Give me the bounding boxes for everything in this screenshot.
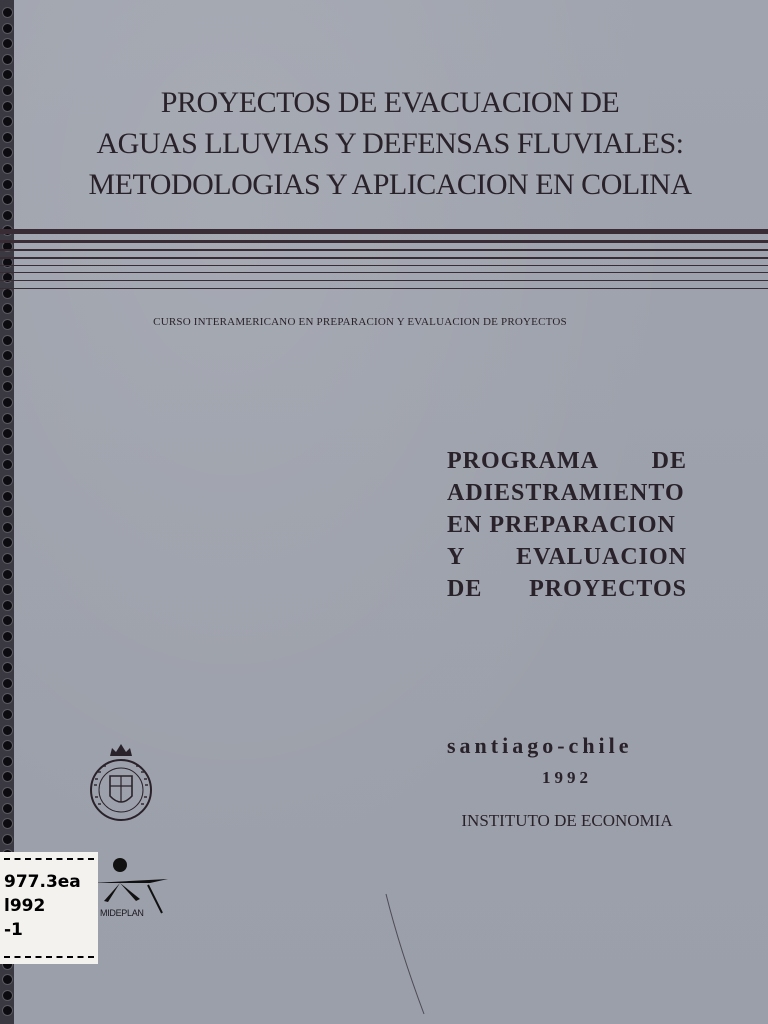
program-word: PROYECTOS [529,576,687,602]
binding-hole [3,507,12,516]
binding-hole [3,351,12,360]
binding-hole [3,55,12,64]
binding-hole [3,180,12,189]
binding-hole [3,336,12,345]
call-number-line-3: -1 [4,920,23,940]
program-word: PROGRAMA [447,448,599,474]
binding-hole [3,523,12,532]
binding-hole [3,538,12,547]
program-word: DE [447,576,483,602]
publication-year: 1992 [542,768,592,787]
stripe [0,240,768,243]
binding-hole [3,211,12,220]
program-line-3: EN PREPARACION [447,512,676,538]
stripe [0,280,768,281]
binding-hole [3,492,12,501]
binding-hole [3,429,12,438]
title-line-1: PROYECTOS DE EVACUACION DE [160,86,620,119]
course-subtitle: CURSO INTERAMERICANO EN PREPARACION Y EVALUACION DE PROYECTOS [153,316,567,328]
binding-hole [3,601,12,610]
binding-hole [3,726,12,735]
binding-hole [3,694,12,703]
title-line-2: AGUAS LLUVIAS Y DEFENSAS FLUVIALES: [96,127,684,160]
binding-hole [3,24,12,33]
program-line-5 [447,573,687,605]
label-dash-bottom [4,956,94,958]
binding-hole [3,117,12,126]
binding-hole [3,663,12,672]
library-call-number-label [0,852,98,964]
stripe [0,249,768,251]
mideplan-logo-text: MIDEPLAN [100,908,144,918]
program-line-4 [447,541,687,573]
program-word: Y [447,544,466,570]
binding-hole [3,102,12,111]
binding-hole [3,585,12,594]
university-seal-icon [86,740,156,830]
call-number-line-1: 977.3ea [4,872,81,892]
binding-hole [3,741,12,750]
binding-hole [3,8,12,17]
binding-hole [3,788,12,797]
program-word: EVALUACION [516,544,687,570]
binding-hole [3,460,12,469]
institute-name: INSTITUTO DE ECONOMIA [461,811,673,830]
binding-hole [3,70,12,79]
binding-hole [3,975,12,984]
stripe [0,257,768,259]
binding-hole [3,757,12,766]
binding-hole [3,648,12,657]
binding-hole [3,772,12,781]
binding-hole [3,133,12,142]
binding-hole [3,476,12,485]
decorative-stripes [0,229,768,295]
binding-hole [3,382,12,391]
binding-hole [3,39,12,48]
stripe [0,229,768,234]
binding-hole [3,398,12,407]
binding-hole [3,819,12,828]
binding-hole [3,632,12,641]
binding-hole [3,1006,12,1015]
binding-hole [3,86,12,95]
stripe [0,272,768,273]
cover-title [40,82,740,205]
binding-hole [3,367,12,376]
program-line-2: ADIESTRAMIENTO [447,480,685,506]
binding-hole [3,570,12,579]
stripe [0,265,768,266]
binding-hole [3,679,12,688]
title-line-3: METODOLOGIAS Y APLICACION EN COLINA [88,168,692,201]
binding-hole [3,164,12,173]
binding-hole [3,991,12,1000]
place-name: santiago-chile [447,733,633,758]
label-dash-top [4,858,94,860]
call-number-line-2: l992 [4,896,46,916]
binding-hole [3,148,12,157]
binding-hole [3,304,12,313]
program-line-1 [447,445,687,477]
binding-hole [3,804,12,813]
binding-hole [3,616,12,625]
pencil-mark [380,890,440,1020]
program-word: DE [651,448,687,474]
binding-hole [3,835,12,844]
binding-hole [3,554,12,563]
binding-hole [3,710,12,719]
binding-hole [3,445,12,454]
program-block [447,445,687,605]
binding-hole [3,414,12,423]
binding-hole [3,195,12,204]
stripe [0,288,768,289]
